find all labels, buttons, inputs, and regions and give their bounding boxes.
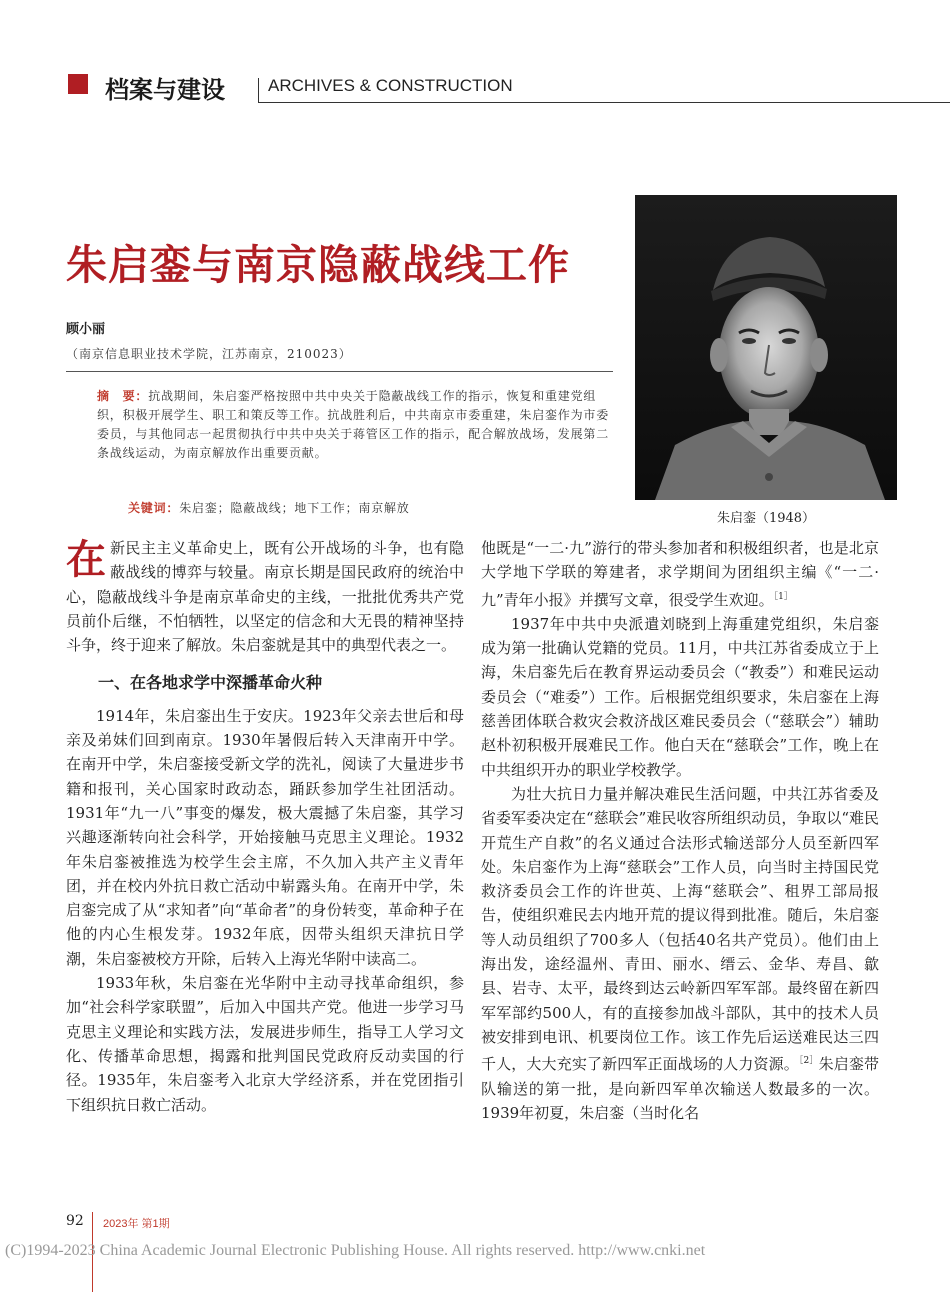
paragraph: 1933年秋，朱启銮在光华附中主动寻找革命组织，参加“社会科学家联盟”，后加入中国共产党。他进一步学习马克思主义理论和实践方法，发展进步师生，指导工人学习文化、传播革命思想，揭露和批判国民党政府反动卖国的行径。1935年，朱启銮考入北京大学经济系，并在党团指引下组织抗日救亡活动。: [66, 974, 464, 1114]
paragraph-text: 朱启銮带队输送的第一批，是向新四军单次输送人数最多的一次。1939年初夏，朱启銮（当时化名: [481, 1055, 879, 1122]
keywords-text: 朱启銮；隐蔽战线；地下工作；南京解放: [179, 501, 410, 515]
paragraph-text: 为壮大抗日力量并解决难民生活问题，中共江苏省委及省委军委决定在“慈联会”难民收容所组织动员，争取以“难民开荒生产自救”的名义通过合法形式输送部分人员至新四军处。朱启銮作为上海“慈联会”工作人员，向当时主持国民党救济委员会工作的许世英、上海“慈联会”、租界工部局报告，使组织难民去内地开荒的提议得到批准。随后，朱启銮等人动员组织了700多人（包括40名共产党员）。他们由上海出发，途经温州、青田、丽水、缙云、金华、寿昌、歙县、岩寺、太平，最终到达云岭新四军军部。最终留在新四军军部约500人，有的直接参加战斗部队，其中的技术人员被安排到电讯、机要岗位工作。该工作先后运送难民达三四千人，大大充实了新四军正面战场的人力资源。: [481, 784, 880, 1074]
citation-ref[interactable]: ［2］: [798, 1056, 819, 1067]
body-column-left: [66, 536, 464, 1117]
author-name: 顾小丽: [66, 322, 106, 337]
keywords: [128, 499, 410, 516]
keywords-label: 关键词：: [128, 501, 180, 515]
affiliation-rule: [66, 371, 613, 372]
portrait-illustration: [635, 195, 897, 500]
paragraph: 1914年，朱启銮出生于安庆。1923年父亲去世后和母亲及弟妹们回到南京。1930年暑假后转入天津南开中学。在南开中学，朱启銮接受新文学的洗礼，阅读了大量进步书籍和报刊，关心国家时政动态，踊跃参加学生社团活动。1931年“九一八”事变的爆发，极大震撼了朱启銮，其学习兴趣逐渐转向社会科学，开始接触马克思主义理论。1932年朱启銮被推选为校学生会主席，不久加入共产主义青年团，并在校内外抗日救亡活动中崭露头角。在南开中学，朱启銮完成了从“求知者”向“革命者”的身份转变，革命种子在他的内心生根发芽。1932年底，因带头组织天津抗日学潮，朱启銮被校方开除，后转入上海光华附中读高二。: [66, 706, 464, 968]
citation-ref[interactable]: ［1］: [773, 591, 793, 602]
paragraph-continued: [481, 536, 879, 612]
author-affiliation: （南京信息职业技术学院，江苏南京，210023）: [66, 347, 352, 361]
page-number: 92: [66, 1213, 84, 1229]
photo-caption: 朱启銮（1948）: [716, 511, 816, 526]
body-column-right: [481, 536, 879, 1125]
journal-issue: 2023年 第1期: [103, 1218, 170, 1230]
journal-section-en: ARCHIVES & CONSTRUCTION: [268, 76, 513, 95]
intro-text: 新民主主义革命史上，既有公开战场的斗争，也有隐蔽战线的博弈与较量。南京长期是国民政府的统治中心，隐蔽战线斗争是南京革命史的主线，一批批优秀共产党员前仆后继，不怕牺牲，以坚定的信念和大无畏的精神坚持斗争，终于迎来了解放。朱启銮就是其中的典型代表之一。: [66, 539, 464, 655]
paragraph: 1937年中共中央派遣刘晓到上海重建党组织，朱启銮成为第一批确认党籍的党员。11月，中共江苏省委成立于上海，朱启銮先后在教育界运动委员会（“教委”）和难民运动委员会（“难委”）工作。后根据党组织要求，朱启銮在上海慈善团体联合救灾会救济战区难民委员会（“慈联会”）辅助赵朴初积极开展难民工作。他白天在“慈联会”工作，晚上在中共组织开办的职业学校教学。: [481, 614, 879, 779]
copyright-notice: (C)1994-2023 China Academic Journal Electronic Publishing House. All rights reserved. http://www.cnki.net: [5, 1242, 706, 1259]
section-heading: 一、在各地求学中深播革命火种: [98, 673, 323, 693]
portrait-photo: [635, 195, 897, 500]
abstract-label: 摘 要：: [97, 389, 149, 403]
intro-paragraph: [66, 536, 464, 657]
abstract: [97, 387, 617, 463]
paragraph: [481, 782, 879, 1125]
drop-cap: 在: [66, 537, 106, 583]
paragraph-text: 他既是“一二·九”游行的带头参加者和积极组织者，也是北京大学地下学联的筹建者，求学期间为团组织主编《“一二·九”青年小报》并撰写文章，很受学生欢迎。: [481, 539, 879, 609]
article-title: 朱启銮与南京隐蔽战线工作: [66, 241, 570, 289]
header-rule: [258, 102, 950, 103]
abstract-text: 抗战期间，朱启銮严格按照中共中央关于隐蔽战线工作的指示，恢复和重建党组织，积极开展学生、职工和策反等工作。抗战胜利后，中共南京市委重建，朱启銮作为市委委员，与其他同志一起贯彻执行中共中央关于蒋管区工作的指示，配合解放战场，发展第二条战线运动，为南京解放作出重要贡献。: [97, 389, 610, 460]
section-marker: [68, 74, 88, 94]
journal-section-cn: 档案与建设: [105, 76, 225, 104]
header-divider-vertical: [258, 78, 259, 103]
